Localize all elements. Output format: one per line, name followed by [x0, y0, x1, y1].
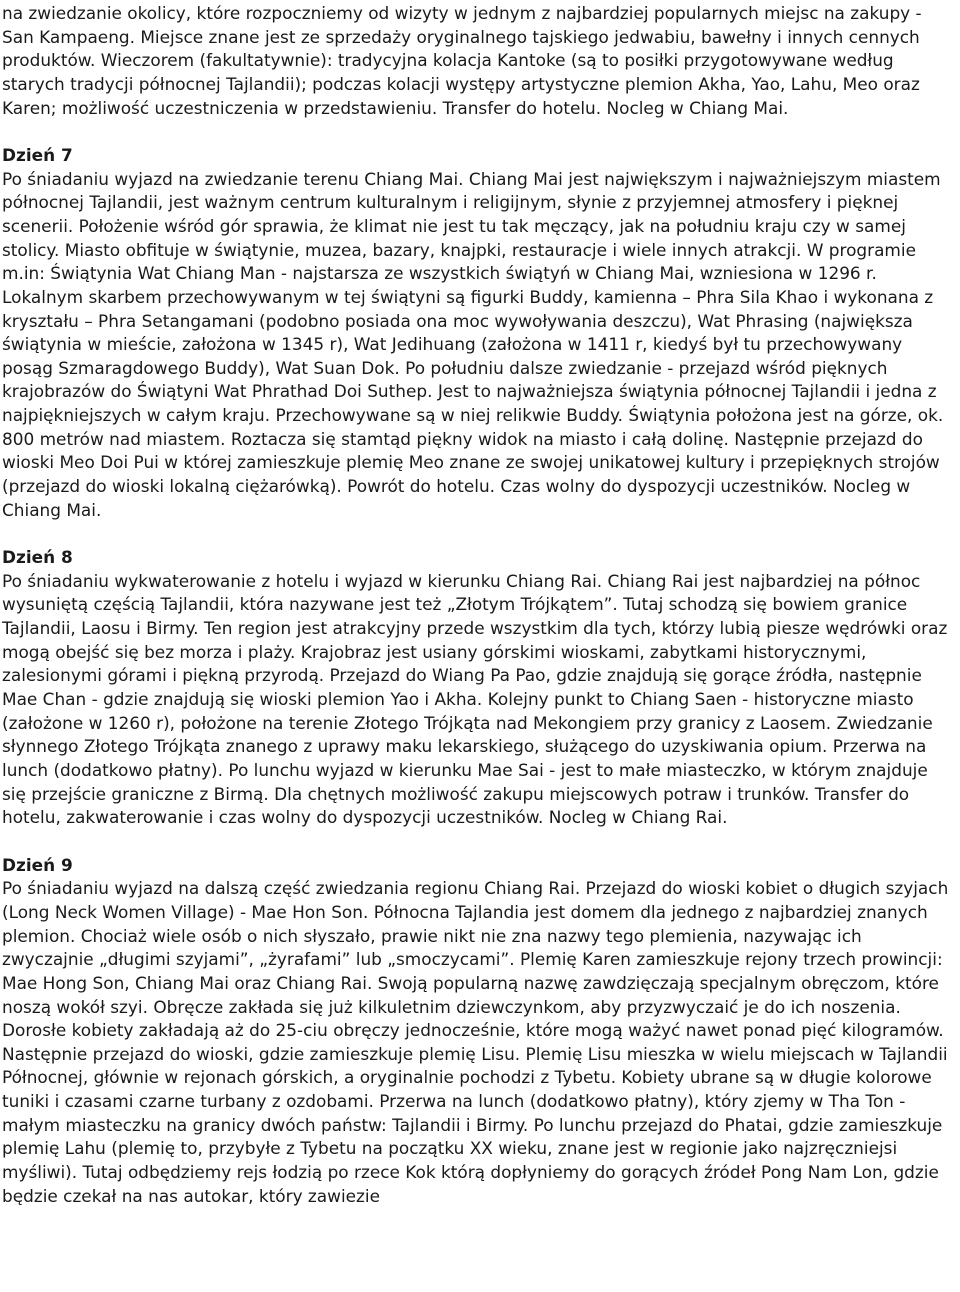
day-7-section — [2, 144, 956, 523]
intro-paragraph: na zwiedzanie okolicy, które rozpoczniemy od wizyty w jednym z najbardziej popularnych miejsc na zakupy - San Kampaeng. Miejsce znane jest ze sprzedaży oryginalnego tajskiego jedwabiu, bawełny i innych cennych produktów. Wieczorem (fakultatywnie): tradycyjna kolacja Kantoke (są to posiłki przygotowywane według starych tradycji północnej Tajlandii); podczas kolacji występy artystyczne plemion Akha, Yao, Lahu, Meo oraz Karen; możliwość uczestniczenia w przedstawieniu. Transfer do hotelu. Nocleg w Chiang Mai. — [2, 3, 922, 118]
day-8-heading: Dzień 8 — [2, 547, 73, 568]
day-8-text: Po śniadaniu wykwaterowanie z hotelu i wyjazd w kierunku Chiang Rai. Chiang Rai jest najbardziej na północ wysuniętą częścią Tajlandii, która nazywane jest też „Złotym Trójkątem”. Tutaj schodzą się bowiem granice Tajlandii, Laosu i Birmy. Ten region jest atrakcyjny przede wszystkim dla tych, którzy lubią piesze wędrówki oraz mogą obejść się bez morza i plaży. Krajobraz jest usiany górskimi wioskami, zabytkami historycznymi, zalesionymi górami i piękną przyrodą. Przejazd do Wiang Pa Pao, gdzie znajdują się gorące źródła, następnie Mae Chan - gdzie znajdują się wioski plemion Yao i Akha. Kolejny punkt to Chiang Saen - historyczne miasto (założone w 1260 r), położone na terenie Złotego Trójkąta nad Mekongiem przy granicy z Laosem. Zwiedzanie słynnego Złotego Trójkąta znanego z uprawy maku lekarskiego, służącego do uzyskiwania opium. Przerwa na lunch (dodatkowo płatny). Po lunchu wyjazd w kierunku Mae Sai - jest to małe miasteczko, w którym znajduje się przejście graniczne z Birmą. Dla chętnych możliwość zakupu miejscowych potraw i trunków. Transfer do hotelu, zakwaterowanie i czas wolny do dyspozycji uczestników. Nocleg w Chiang Rai. — [2, 570, 948, 828]
day-9-text: Po śniadaniu wyjazd na dalszą część zwiedzania regionu Chiang Rai. Przejazd do wioski kobiet o długich szyjach (Long Neck Women Village) - Mae Hon Son. Północna Tajlandia jest domem dla jednego z najbardziej znanych plemion. Chociaż wiele osób o nich słyszało, prawie nikt nie zna nazwy tego plemienia, nazywając ich zwyczajnie „długimi szyjami”, „żyrafami” lub „smoczycami”. Plemię Karen zamieszkuje rejony trzech prowincji: Mae Hong Son, Chiang Mai oraz Chiang Rai. Swoją popularną nazwę zawdzięczają specjalnym obręczom, które noszą wokół szyi. Obręcze zakłada się już kilkuletnim dziewczynkom, aby przyzwyczaić je do ich noszenia. Dorosłe kobiety zakładają aż do 25-ciu obręczy jednocześnie, które mogą ważyć nawet ponad pięć kilogramów. Następnie przejazd do wioski, gdzie zamieszkuje plemię Lisu. Plemię Lisu mieszka w wielu miejscach w Tajlandii Północnej, głównie w rejonach górskich, a oryginalnie pochodzi z Tybetu. Kobiety ubrane są w długie kolorowe tuniki i czasami czarne turbany z ozdobami. Przerwa na lunch (dodatkowo płatny), który zjemy w Tha Ton - małym miasteczku na granicy dwóch państw: Tajlandii i Birmy. Po lunchu przejazd do Phatai, gdzie zamieszkuje plemię Lahu (plemię to, przybyłe z Tybetu na początku XX wieku, znane jest w regionie jako najzręczniejsi myśliwi). Tutaj odbędziemy rejs łodzią po rzece Kok którą dopłyniemy do gorących źródeł Pong Nam Lon, gdzie będzie czekał na nas autokar, który zawiezie — [2, 878, 949, 1206]
day-9-heading: Dzień 9 — [2, 854, 73, 875]
day-7-text: Po śniadaniu wyjazd na zwiedzanie terenu Chiang Mai. Chiang Mai jest największym i najważniejszym miastem północnej Tajlandii, jest ważnym centrum kulturalnym i religijnym, słynie z przyjemnej atmosfery i pięknej scenerii. Położenie wśród gór sprawia, że klimat nie jest tu tak męczący, jak na południu kraju czy w samej stolicy. Miasto obfituje w świątynie, muzea, bazary, knajpki, restauracje i wiele innych atrakcji. W programie m.in: Świątynia Wat Chiang Man - najstarsza ze wszystkich świątyń w Chiang Mai, wzniesiona w 1296 r. Lokalnym skarbem przechowywanym w tej świątyni są figurki Buddy, kamienna – Phra Sila Khao i wykonana z kryształu – Phra Setangamani (podobno posiada ona moc wywoływania deszczu), Wat Phrasing (największa świątynia w mieście, założona w 1345 r), Wat Jedihuang (założona w 1411 r, kiedyś był tu przechowywany posąg Szmaragdowego Buddy), Wat Suan Dok. Po południu dalsze zwiedzanie - przejazd wśród pięknych krajobrazów do Świątyni Wat Phrathad Doi Suthep. Jest to najważniejsza świątynia północnej Tajlandii i jedna z najpiękniejszych w całym kraju. Przechowywane są w niej relikwie Buddy. Świątynia położona jest na górze, ok. 800 metrów nad miastem. Roztacza się stamtąd piękny widok na miasto i całą dolinę. Następnie przejazd do wioski Meo Doi Pui w której zamieszkuje plemię Meo znane ze swojej unikatowej kultury i przepięknych strojów (przejazd do wioski lokalną ciężarówką). Powrót do hotelu. Czas wolny do dyspozycji uczestników. Nocleg w Chiang Mai. — [2, 168, 944, 520]
day-9-section — [2, 854, 956, 1209]
day-7-heading: Dzień 7 — [2, 144, 73, 165]
day-8-section — [2, 546, 956, 830]
